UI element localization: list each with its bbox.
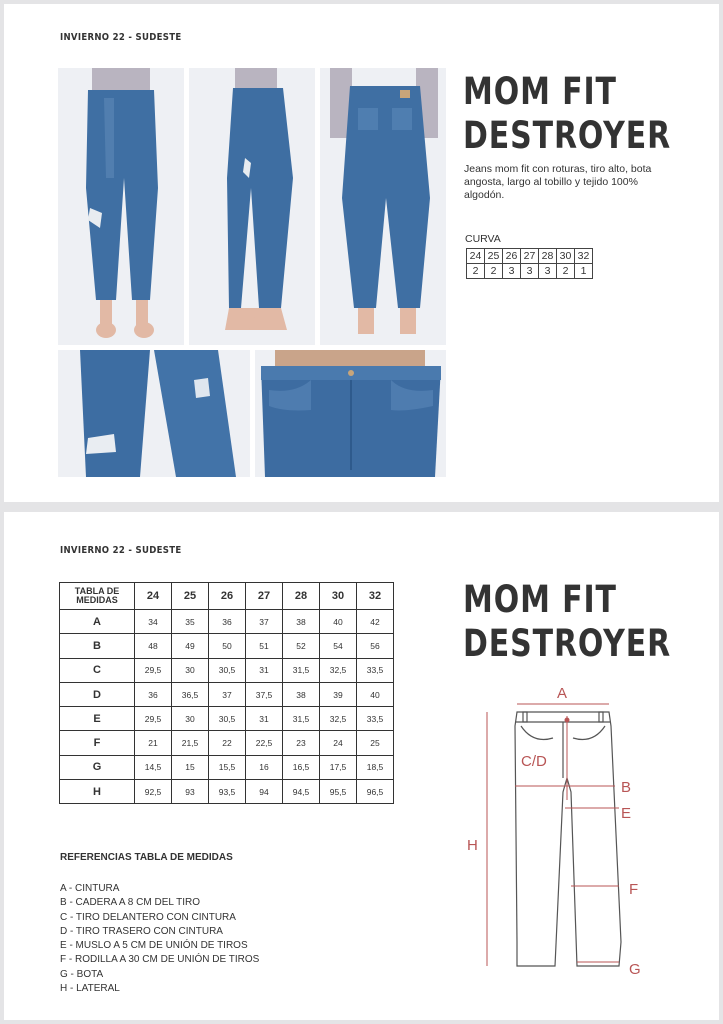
reference-item: G - BOTA bbox=[60, 968, 104, 980]
table-cell: 54 bbox=[320, 634, 357, 658]
table-cell: 40 bbox=[357, 682, 394, 706]
curva-qty: 3 bbox=[503, 264, 521, 279]
table-cell: 94,5 bbox=[283, 780, 320, 804]
diagram-label-e: E bbox=[621, 805, 632, 822]
table-cell: 24 bbox=[320, 731, 357, 755]
table-cell: 29,5 bbox=[135, 658, 172, 682]
photo-knee-detail bbox=[58, 350, 250, 477]
table-cell: 34 bbox=[135, 610, 172, 634]
curva-qty: 2 bbox=[467, 264, 485, 279]
table-cell: 30 bbox=[172, 658, 209, 682]
season-label: INVIERNO 22 - SUDESTE bbox=[60, 32, 182, 43]
title-line-1: MOM FIT bbox=[463, 578, 617, 621]
table-cell: 21 bbox=[135, 731, 172, 755]
title-line-2: DESTROYER bbox=[463, 114, 672, 157]
reference-item: F - RODILLA A 30 CM DE UNIÓN DE TIROS bbox=[60, 954, 260, 966]
row-label: E bbox=[60, 707, 135, 731]
table-cell: 40 bbox=[320, 610, 357, 634]
table-cell: 92,5 bbox=[135, 780, 172, 804]
product-title bbox=[463, 70, 671, 158]
reference-item: A - CINTURA bbox=[60, 883, 120, 894]
table-cell: 36,5 bbox=[172, 682, 209, 706]
diagram-label-cd: C/D bbox=[521, 753, 547, 770]
photo-back-view bbox=[320, 68, 446, 345]
table-cell: 39 bbox=[320, 682, 357, 706]
diagram-label-g: G bbox=[629, 961, 641, 978]
product-page bbox=[4, 4, 719, 502]
row-label: A bbox=[60, 610, 135, 634]
table-cell: 51 bbox=[246, 634, 283, 658]
photo-side-view bbox=[189, 68, 315, 345]
size-col-header: 25 bbox=[172, 583, 209, 610]
curva-table bbox=[466, 248, 593, 279]
table-row bbox=[60, 707, 394, 731]
size-col-header: 30 bbox=[320, 583, 357, 610]
table-cell: 95,5 bbox=[320, 780, 357, 804]
references-list bbox=[60, 882, 259, 996]
table-cell: 14,5 bbox=[135, 755, 172, 779]
table-cell: 37 bbox=[209, 682, 246, 706]
table-row bbox=[60, 610, 394, 634]
curva-qty: 2 bbox=[557, 264, 575, 279]
table-cell: 33,5 bbox=[357, 707, 394, 731]
curva-size: 24 bbox=[467, 249, 485, 264]
table-cell: 31 bbox=[246, 707, 283, 731]
curva-size: 28 bbox=[539, 249, 557, 264]
curva-size: 32 bbox=[575, 249, 593, 264]
table-row bbox=[60, 780, 394, 804]
season-label: INVIERNO 22 - SUDESTE bbox=[60, 545, 182, 556]
table-cell: 25 bbox=[357, 731, 394, 755]
table-cell: 18,5 bbox=[357, 755, 394, 779]
table-row bbox=[60, 682, 394, 706]
table-cell: 48 bbox=[135, 634, 172, 658]
product-title bbox=[463, 578, 671, 666]
curva-qty: 3 bbox=[521, 264, 539, 279]
table-corner-header bbox=[60, 583, 135, 610]
table-cell: 50 bbox=[209, 634, 246, 658]
table-cell: 33,5 bbox=[357, 658, 394, 682]
size-measurements-table bbox=[59, 582, 394, 804]
table-cell: 30,5 bbox=[209, 658, 246, 682]
table-row bbox=[60, 731, 394, 755]
table-cell: 22 bbox=[209, 731, 246, 755]
row-label: B bbox=[60, 634, 135, 658]
curva-size: 25 bbox=[485, 249, 503, 264]
table-cell: 93,5 bbox=[209, 780, 246, 804]
title-line-2: DESTROYER bbox=[463, 622, 672, 665]
size-chart-page bbox=[4, 512, 719, 1020]
reference-item: C - TIRO DELANTERO CON CINTURA bbox=[60, 911, 236, 923]
size-col-header: 28 bbox=[283, 583, 320, 610]
table-row bbox=[60, 755, 394, 779]
header-line-1: TABLA DE bbox=[74, 586, 120, 596]
table-cell: 21,5 bbox=[172, 731, 209, 755]
table-cell: 36 bbox=[209, 610, 246, 634]
table-cell: 31 bbox=[246, 658, 283, 682]
curva-label: CURVA bbox=[465, 233, 501, 245]
row-label: D bbox=[60, 682, 135, 706]
photo-waist-detail bbox=[255, 350, 446, 477]
row-label: C bbox=[60, 658, 135, 682]
photo-front-view bbox=[58, 68, 184, 345]
table-cell: 29,5 bbox=[135, 707, 172, 731]
curva-size: 27 bbox=[521, 249, 539, 264]
jeans-measurement-diagram bbox=[459, 682, 659, 982]
diagram-label-f: F bbox=[629, 881, 639, 898]
title-line-1: MOM FIT bbox=[463, 70, 617, 113]
size-col-header: 24 bbox=[135, 583, 172, 610]
table-cell: 37 bbox=[246, 610, 283, 634]
curva-qty: 3 bbox=[539, 264, 557, 279]
table-cell: 38 bbox=[283, 610, 320, 634]
table-row bbox=[60, 658, 394, 682]
table-cell: 94 bbox=[246, 780, 283, 804]
table-cell: 93 bbox=[172, 780, 209, 804]
size-col-header: 27 bbox=[246, 583, 283, 610]
curva-size: 30 bbox=[557, 249, 575, 264]
reference-item: E - MUSLO A 5 CM DE UNIÓN DE TIROS bbox=[60, 940, 248, 952]
jeans-outline bbox=[515, 712, 621, 966]
diagram-label-a: A bbox=[557, 685, 568, 702]
reference-item: D - TIRO TRASERO CON CINTURA bbox=[60, 925, 223, 937]
table-cell: 31,5 bbox=[283, 707, 320, 731]
table-cell: 32,5 bbox=[320, 658, 357, 682]
table-cell: 31,5 bbox=[283, 658, 320, 682]
row-label: F bbox=[60, 731, 135, 755]
references-title: REFERENCIAS TABLA DE MEDIDAS bbox=[60, 852, 233, 863]
table-cell: 35 bbox=[172, 610, 209, 634]
curva-size: 26 bbox=[503, 249, 521, 264]
table-cell: 52 bbox=[283, 634, 320, 658]
reference-item: H - LATERAL bbox=[60, 983, 120, 995]
curva-qty: 1 bbox=[575, 264, 593, 279]
size-col-header: 32 bbox=[357, 583, 394, 610]
table-cell: 36 bbox=[135, 682, 172, 706]
table-cell: 49 bbox=[172, 634, 209, 658]
curva-qty-row bbox=[467, 264, 593, 279]
size-col-header: 26 bbox=[209, 583, 246, 610]
table-cell: 96,5 bbox=[357, 780, 394, 804]
table-row bbox=[60, 634, 394, 658]
table-header-row bbox=[60, 583, 394, 610]
diagram-label-h: H bbox=[467, 837, 478, 854]
product-description: Jeans mom fit con roturas, tiro alto, bota angosta, largo al tobillo y tejido 100% algodón. bbox=[464, 163, 652, 201]
row-label: G bbox=[60, 755, 135, 779]
reference-item: B - CADERA A 8 CM DEL TIRO bbox=[60, 897, 201, 909]
table-cell: 56 bbox=[357, 634, 394, 658]
diagram-label-b: B bbox=[621, 779, 632, 796]
table-cell: 23 bbox=[283, 731, 320, 755]
table-cell: 15,5 bbox=[209, 755, 246, 779]
header-line-2: MEDIDAS bbox=[76, 595, 118, 605]
row-label: H bbox=[60, 780, 135, 804]
table-cell: 37,5 bbox=[246, 682, 283, 706]
table-cell: 30 bbox=[172, 707, 209, 731]
table-cell: 42 bbox=[357, 610, 394, 634]
table-cell: 16,5 bbox=[283, 755, 320, 779]
curva-qty: 2 bbox=[485, 264, 503, 279]
curva-sizes-row bbox=[467, 249, 593, 264]
table-cell: 16 bbox=[246, 755, 283, 779]
table-cell: 15 bbox=[172, 755, 209, 779]
table-cell: 17,5 bbox=[320, 755, 357, 779]
table-cell: 32,5 bbox=[320, 707, 357, 731]
table-cell: 22,5 bbox=[246, 731, 283, 755]
table-cell: 30,5 bbox=[209, 707, 246, 731]
table-cell: 38 bbox=[283, 682, 320, 706]
